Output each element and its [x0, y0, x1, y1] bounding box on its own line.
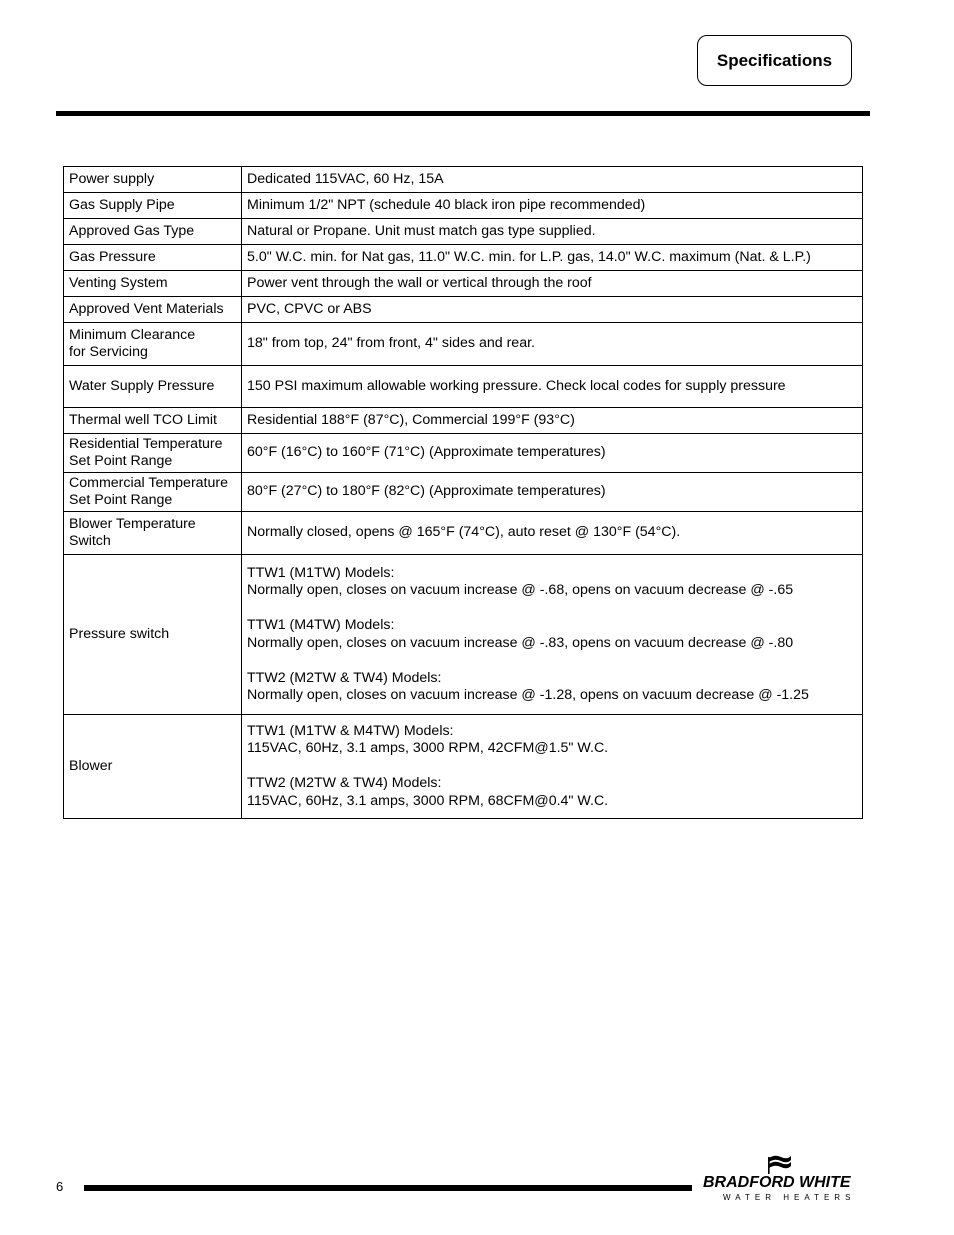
model-heading: TTW2 (M2TW & TW4) Models: [247, 775, 442, 792]
model-spec: Normally open, closes on vacuum increase @ -1.28, opens on vacuum decrease @ -1.25 [247, 687, 809, 703]
spec-label-line: Blower Temperature [69, 515, 196, 532]
table-row [64, 473, 863, 512]
brand-logo [703, 1154, 863, 1206]
table-row [64, 366, 863, 408]
table-row [64, 323, 863, 366]
footer-rule [84, 1185, 692, 1191]
table-row [64, 193, 863, 219]
table-row [64, 271, 863, 297]
model-spec: 115VAC, 60Hz, 3.1 amps, 3000 RPM, 42CFM@1.5" W.C. [247, 740, 609, 757]
spec-value: 80°F (27°C) to 180°F (82°C) (Approximate temperatures) [242, 473, 863, 512]
model-spec: Normally open, closes on vacuum increase @ -.83, opens on vacuum decrease @ -.80 [247, 634, 794, 651]
spec-label [64, 512, 242, 555]
table-row [64, 297, 863, 323]
spec-label: Gas Pressure [64, 245, 242, 271]
brand-name: BRADFORD WHITE [703, 1174, 851, 1191]
spec-value: 60°F (16°C) to 160°F (71°C) (Approximate temperatures) [242, 434, 863, 473]
spec-label: Power supply [64, 167, 242, 193]
table-row [64, 715, 863, 819]
model-spec: Normally open, closes on vacuum increase @ -.68, opens on vacuum decrease @ -.65 [247, 582, 794, 598]
spec-label-line: Switch [69, 533, 111, 549]
spec-label-line: Residential Temperature [69, 435, 223, 452]
paragraph-gap [247, 758, 857, 776]
spec-value [242, 715, 863, 819]
spec-label: Blower [64, 715, 242, 819]
table-row [64, 408, 863, 434]
spec-value: Natural or Propane. Unit must match gas type supplied. [242, 219, 863, 245]
table-row [64, 555, 863, 715]
model-heading: TTW1 (M1TW) Models: [247, 564, 395, 581]
section-tab-label: Specifications [716, 50, 833, 70]
spec-label [64, 473, 242, 512]
spec-label-line: for Servicing [69, 344, 148, 360]
page-number: 6 [56, 1179, 64, 1194]
spec-value: Residential 188°F (87°C), Commercial 199°F (93°C) [242, 408, 863, 434]
spec-label: Venting System [64, 271, 242, 297]
model-heading: TTW2 (M2TW & TW4) Models: [247, 669, 442, 686]
brand-subtitle: WATER HEATERS [723, 1193, 856, 1202]
model-heading: TTW1 (M1TW & M4TW) Models: [247, 722, 454, 739]
table-row [64, 167, 863, 193]
spec-label-line: Set Point Range [69, 453, 173, 469]
spec-label: Pressure switch [64, 555, 242, 715]
spec-value: PVC, CPVC or ABS [242, 297, 863, 323]
spec-label: Thermal well TCO Limit [64, 408, 242, 434]
table-row [64, 219, 863, 245]
spec-label-line: Minimum Clearance [69, 326, 196, 343]
spec-label: Water Supply Pressure [64, 366, 242, 408]
spec-value: 18" from top, 24" from front, 4" sides and rear. [242, 323, 863, 366]
section-tab [697, 35, 852, 86]
spec-value [242, 555, 863, 715]
spec-label: Approved Vent Materials [64, 297, 242, 323]
spec-value: Dedicated 115VAC, 60 Hz, 15A [242, 167, 863, 193]
spec-label-line: Set Point Range [69, 492, 173, 508]
spec-label [64, 434, 242, 473]
spec-label-line: Commercial Temperature [69, 474, 229, 491]
spec-value: Minimum 1/2" NPT (schedule 40 black iron pipe recommended) [242, 193, 863, 219]
spec-label: Gas Supply Pipe [64, 193, 242, 219]
spec-value: Normally closed, opens @ 165°F (74°C), auto reset @ 130°F (54°C). [242, 512, 863, 555]
specifications-table [63, 166, 863, 819]
spec-value: 5.0" W.C. min. for Nat gas, 11.0" W.C. min. for L.P. gas, 14.0" W.C. maximum (Nat. & L.P.) [242, 245, 863, 271]
model-heading: TTW1 (M4TW) Models: [247, 617, 395, 633]
spec-value: 150 PSI maximum allowable working pressure. Check local codes for supply pressure [242, 366, 863, 408]
paragraph-gap [247, 652, 857, 670]
spec-value: Power vent through the wall or vertical through the roof [242, 271, 863, 297]
table-row [64, 245, 863, 271]
table-row [64, 434, 863, 473]
table-row [64, 512, 863, 555]
model-spec: 115VAC, 60Hz, 3.1 amps, 3000 RPM, 68CFM@0.4" W.C. [247, 792, 609, 809]
spec-label: Approved Gas Type [64, 219, 242, 245]
header-rule [56, 111, 870, 116]
paragraph-gap [247, 600, 857, 618]
flag-icon [767, 1154, 793, 1174]
spec-label [64, 323, 242, 366]
